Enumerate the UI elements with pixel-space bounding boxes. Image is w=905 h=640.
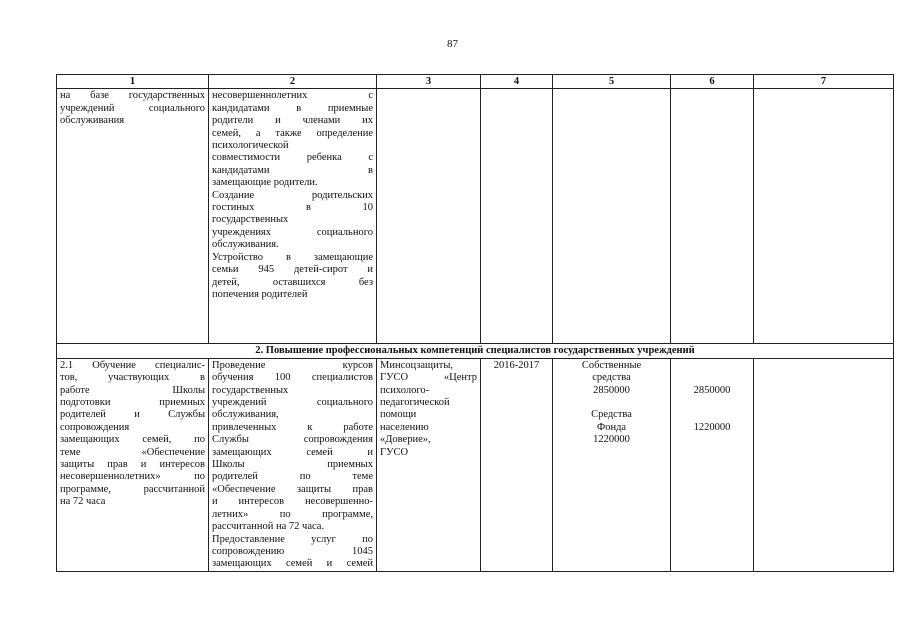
table-row <box>57 89 894 344</box>
header-cell: 5 <box>553 75 671 89</box>
spacer-line <box>674 409 750 421</box>
text-line: Школы приемных <box>212 459 373 471</box>
text-line: Средства <box>591 409 632 421</box>
text-line: привлеченных к работе <box>212 421 373 433</box>
text-line: замещающие родители. <box>212 177 318 189</box>
text-line: учреждений социального <box>212 397 373 409</box>
header-cell: 7 <box>754 75 894 89</box>
text-line: ГУСО <box>380 446 409 458</box>
amount-value: 2850000 <box>693 384 731 396</box>
table-cell <box>377 358 481 571</box>
text-line: Устройство в замещающие <box>212 251 373 263</box>
text-line: Фонда <box>596 421 627 433</box>
text-line: Предоставление услуг по <box>212 533 373 545</box>
amount-value: 2850000 <box>593 384 630 396</box>
text-line: гостиных в 10 <box>212 202 373 214</box>
table-cell <box>754 89 894 344</box>
amount-value: 1220000 <box>693 421 731 433</box>
spacer-line <box>674 372 750 384</box>
text-line: ГУСО «Центр <box>380 372 477 384</box>
text-line: государственных <box>212 214 289 226</box>
text-line: программе, рассчитанной <box>60 483 205 495</box>
text-line: «Доверие», <box>380 434 431 446</box>
period-value: 2016-2017 <box>493 359 540 371</box>
header-cell: 4 <box>481 75 553 89</box>
text-line: попечения родителей <box>212 288 308 300</box>
text-line: работе Школы <box>60 384 205 396</box>
text-line: несовершеннолетних с <box>212 90 373 102</box>
text-line: несовершеннолетних» по <box>60 471 205 483</box>
text-line: государственных <box>212 384 289 396</box>
text-line: замещающих семей и <box>212 446 373 458</box>
header-row <box>57 75 894 89</box>
text-line: родителей и Службы <box>60 409 205 421</box>
text-line: средства <box>592 372 631 384</box>
text-line: теме «Обеспечение <box>60 446 205 458</box>
text-line: обучения 100 специалистов <box>212 372 373 384</box>
text-line: тов, участвующих в <box>60 372 205 384</box>
text-line: на 72 часа <box>60 496 106 508</box>
text-line: обслуживания. <box>212 239 279 251</box>
text-line: психолого- <box>380 384 430 396</box>
text-line: «Обеспечение защиты прав <box>212 483 373 495</box>
text-line: подготовки приемных <box>60 397 205 409</box>
text-line: учреждений социального <box>60 102 205 114</box>
header-cell: 2 <box>209 75 377 89</box>
text-line: Собственные <box>581 359 642 371</box>
table-cell <box>481 89 553 344</box>
text-line: помощи <box>380 409 417 421</box>
text-line: 2.1 Обучение специалис- <box>60 359 205 371</box>
spacer-line <box>556 397 667 409</box>
text-line: сопровождению 1045 <box>212 545 373 557</box>
header-cell: 3 <box>377 75 481 89</box>
text-line: и интересов несовершенно- <box>212 496 373 508</box>
text-line: кандидатами в приемные <box>212 102 373 114</box>
table-cell <box>57 89 209 344</box>
text-line: замещающих семей и семей <box>212 558 373 570</box>
table-cell <box>209 89 377 344</box>
text-line: обслуживания, <box>212 409 279 421</box>
text-line: родителей по теме <box>212 471 373 483</box>
text-line: населению <box>380 421 429 433</box>
text-line: родители и членами их <box>212 115 373 127</box>
table-cell <box>57 358 209 571</box>
text-line: замещающих семей, по <box>60 434 205 446</box>
section-title: 2. Повышение профессиональных компетенций специалистов государственных учреждений <box>57 344 894 358</box>
text-line: Службы сопровождения <box>212 434 373 446</box>
spacer-line <box>674 360 750 372</box>
table-cell <box>754 358 894 571</box>
table-cell <box>377 89 481 344</box>
text-line: рассчитанной на 72 часа. <box>212 521 325 533</box>
text-line: Создание родительских <box>212 189 373 201</box>
table-cell <box>671 358 754 571</box>
text-line: кандидатами в <box>212 164 373 176</box>
text-line: психологической <box>212 140 289 152</box>
table-cell <box>671 89 754 344</box>
text-line: семьи 945 детей-сирот и <box>212 264 373 276</box>
header-cell: 6 <box>671 75 754 89</box>
table-cell <box>209 358 377 571</box>
table-cell <box>553 89 671 344</box>
text-line: на базе государственных <box>60 90 205 102</box>
text-line: педагогической <box>380 397 450 409</box>
text-line: детей, оставшихся без <box>212 276 373 288</box>
table-row <box>57 358 894 571</box>
text-line: Проведение курсов <box>212 359 373 371</box>
text-line: защиты прав и интересов <box>60 459 205 471</box>
table-cell <box>553 358 671 571</box>
table-cell <box>481 358 553 571</box>
text-line: летних» по программе, <box>212 508 373 520</box>
text-line: обслуживания <box>60 115 125 127</box>
text-line: учреждениях социального <box>212 226 373 238</box>
page-number: 87 <box>447 38 458 50</box>
text-line: сопровождения <box>60 421 130 433</box>
spacer-line <box>674 397 750 409</box>
text-line: совместимости ребенка с <box>212 152 373 164</box>
amount-value: 1220000 <box>593 434 630 446</box>
program-table <box>56 74 894 572</box>
text-line: семей, а также определение <box>212 127 373 139</box>
header-cell: 1 <box>57 75 209 89</box>
section-row <box>57 344 894 358</box>
text-line: Минсоцзащиты, <box>380 359 454 371</box>
